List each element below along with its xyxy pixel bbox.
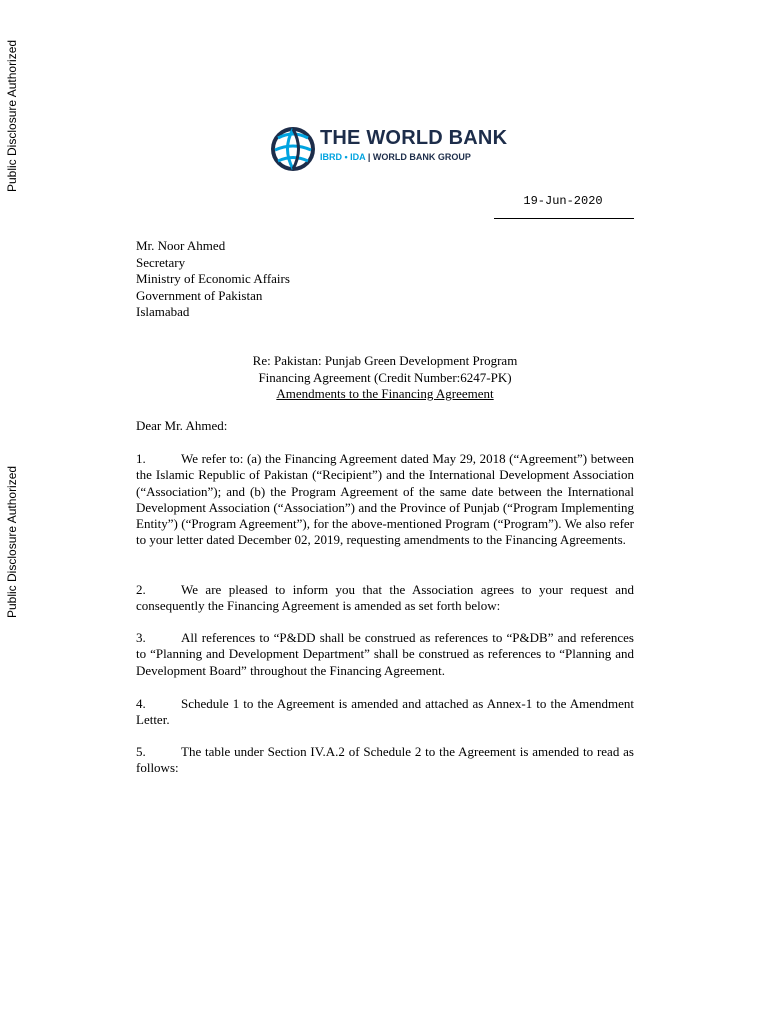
globe-icon <box>270 126 316 172</box>
subject-line: Re: Pakistan: Punjab Green Development Program <box>252 353 518 368</box>
address-line: Government of Pakistan <box>136 287 263 303</box>
paragraph-4: 4. Schedule 1 to the Agreement is amended and attached as Annex-1 to the Amendment Letter. <box>136 696 634 728</box>
logo-title: THE WORLD BANK <box>320 127 508 149</box>
recipient-address <box>136 238 290 321</box>
subject-line-underlined: Amendments to the Financing Agreement <box>276 386 494 401</box>
paragraph-3: 3. All references to “P&DD shall be construed as references to “P&DB” and references to “Planning and Development Department” shall be construed as references to “Planning and Development Board” throughout the Financing Agreement. <box>136 630 634 678</box>
salutation: Dear Mr. Ahmed: <box>136 418 228 433</box>
subject-block <box>136 353 634 403</box>
address-line: Mr. Noor Ahmed <box>136 238 226 253</box>
paragraph-1: 1. We refer to: (a) the Financing Agreement dated May 29, 2018 (“Agreement”) between the Islamic Republic of Pakistan (“Recipient”) and the International Development Association (“Association”); and (b) the Program Agreement of the same date between the International Development Association (“Association”) and the Province of Punjab (“Program Implementing Entity”) (“Program Agreement”), for the above-mentioned Program (“Program”). We also refer to your letter dated December 02, 2019, requesting amendments to the Financing Agreements. <box>136 451 634 548</box>
date-underline <box>494 218 634 219</box>
address-line: Secretary <box>136 254 186 270</box>
logo-subtitle: IBRD • IDA | WORLD BANK GROUP <box>320 152 471 162</box>
public-disclosure-label-middle: Public Disclosure Authorized <box>5 465 19 618</box>
paragraph-2: 2. We are pleased to inform you that the Association agrees to your request and consequently the Financing Agreement is amended as set forth below: <box>136 582 634 614</box>
address-line: Ministry of Economic Affairs <box>136 271 290 286</box>
public-disclosure-label-top: Public Disclosure Authorized <box>5 39 19 192</box>
world-bank-logo <box>270 124 510 176</box>
subject-line: Financing Agreement (Credit Number:6247-PK) <box>258 369 512 385</box>
address-line: Islamabad <box>136 304 190 319</box>
paragraph-5: 5. The table under Section IV.A.2 of Schedule 2 to the Agreement is amended to read as follows: <box>136 744 634 776</box>
letter-date: 19-Jun-2020 <box>523 194 603 208</box>
